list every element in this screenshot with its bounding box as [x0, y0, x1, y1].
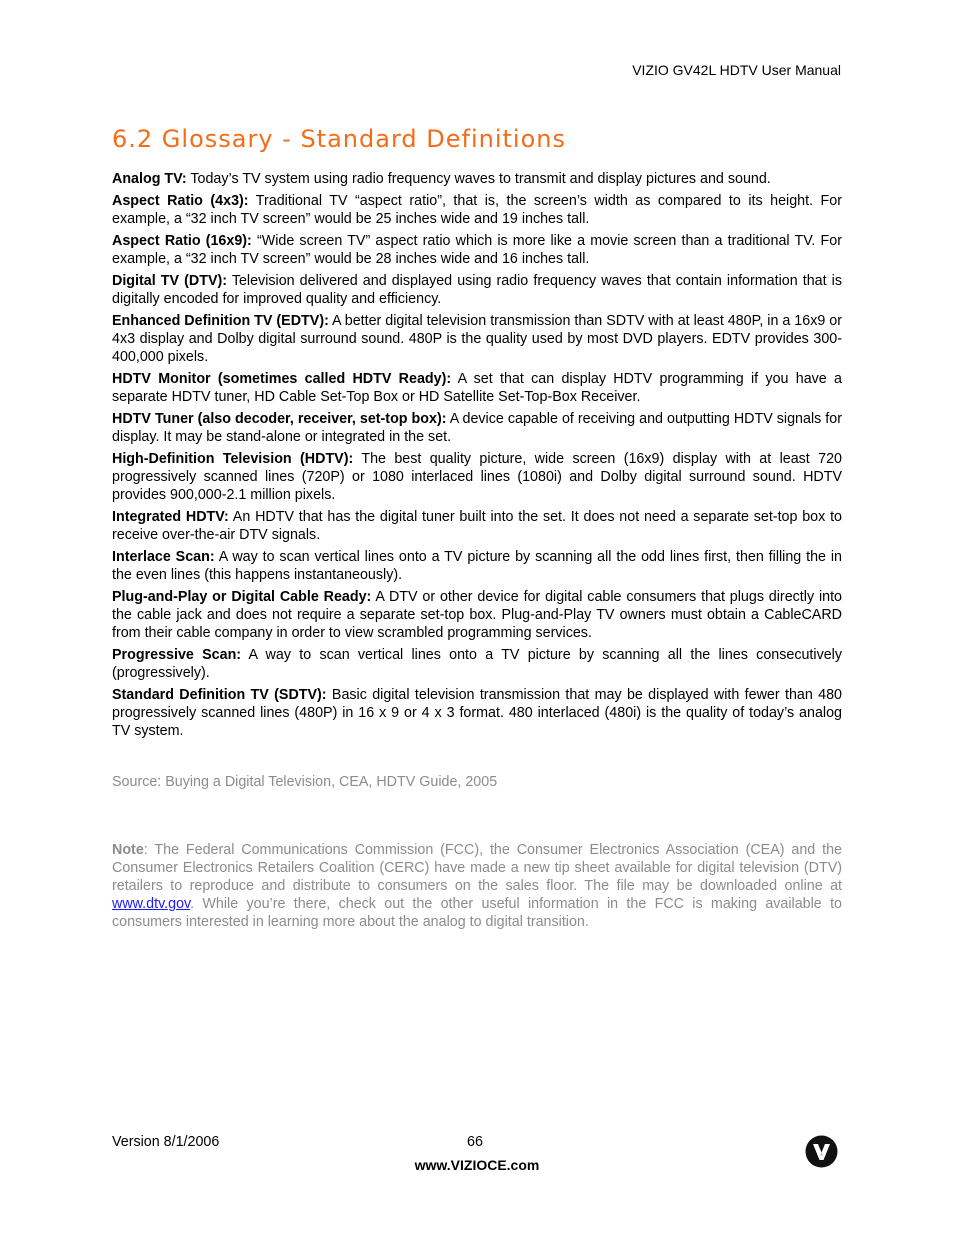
- glossary-definition: The best quality picture, wide screen (16x9) display with at least 720 progressively scanned lines (720P) or 1080 interlaced lines (1080i) and Dolby digital surround sound. HDTV provides 900,000-2.1 million pixels.: [112, 451, 842, 503]
- glossary-definition: Television delivered and displayed using radio frequency waves that contain information that is digitally encoded for improved quality and efficiency.: [112, 273, 842, 307]
- glossary-list: [112, 170, 842, 744]
- glossary-term: HDTV Monitor (sometimes called HDTV Ready):: [112, 371, 452, 387]
- glossary-entry: [112, 410, 842, 446]
- glossary-term: Integrated HDTV:: [112, 509, 229, 525]
- glossary-entry: [112, 272, 842, 308]
- glossary-definition: A set that can display HDTV programming if you have a separate HDTV tuner, HD Cable Set-Top Box or HD Satellite Set-Top-Box Receiver.: [112, 371, 842, 405]
- vizio-logo-icon: [805, 1135, 838, 1168]
- glossary-term: Analog TV:: [112, 171, 187, 187]
- glossary-entry: [112, 370, 842, 406]
- running-header: VIZIO GV42L HDTV User Manual: [632, 62, 841, 78]
- glossary-entry: [112, 450, 842, 504]
- glossary-definition: A better digital television transmission than SDTV with at least 480P, in a 16x9 or 4x3 display and Dolby digital surround sound. 480P is the quality used by most DVD players. EDTV provides 300-400,000 pixels.: [112, 313, 842, 365]
- glossary-term: High-Definition Television (HDTV):: [112, 451, 354, 467]
- glossary-definition: A DTV or other device for digital cable consumers that plugs directly into the cable jack and does not require a separate set-top box. Plug-and-Play TV owners must obtain a CableCARD from their cable company in order to view scrambled programming services.: [112, 589, 842, 641]
- glossary-definition: Traditional TV “aspect ratio”, that is, the screen’s width as compared to its height. For example, a “32 inch TV screen” would be 25 inches wide and 19 inches tall.: [112, 193, 842, 227]
- version-label: Version 8/1/2006: [112, 1134, 220, 1150]
- glossary-entry: [112, 232, 842, 268]
- glossary-term: Standard Definition TV (SDTV):: [112, 687, 327, 703]
- glossary-term: Aspect Ratio (4x3):: [112, 193, 249, 209]
- glossary-definition: “Wide screen TV” aspect ratio which is more like a movie screen than a traditional TV. For example, a “32 inch TV screen” would be 28 inches wide and 16 inches tall.: [112, 233, 842, 267]
- source-citation: Source: Buying a Digital Television, CEA, HDTV Guide, 2005: [112, 774, 498, 790]
- glossary-entry: [112, 588, 842, 642]
- note-paragraph: [112, 841, 842, 931]
- glossary-entry: [112, 170, 842, 188]
- glossary-definition: A way to scan vertical lines onto a TV picture by scanning all the odd lines first, then filling the in the even lines (this happens instantaneously).: [112, 549, 843, 583]
- website-url: www.VIZIOCE.com: [414, 1157, 540, 1173]
- glossary-definition: A device capable of receiving and outputting HDTV signals for display. It may be stand-alone or integrated in the set.: [112, 411, 842, 445]
- glossary-entry: [112, 548, 842, 584]
- glossary-definition: Today’s TV system using radio frequency waves to transmit and display pictures and sound.: [186, 171, 771, 187]
- note-label: Note: [112, 842, 144, 858]
- glossary-term: Interlace Scan:: [112, 549, 215, 565]
- glossary-term: HDTV Tuner (also decoder, receiver, set-top box):: [112, 411, 447, 427]
- glossary-definition: An HDTV that has the digital tuner built into the set. It does not need a separate set-top box to receive over-the-air DTV signals.: [112, 509, 842, 543]
- glossary-term: Aspect Ratio (16x9):: [112, 233, 252, 249]
- page-title: 6.2 Glossary - Standard Definitions: [112, 125, 566, 153]
- dtv-gov-link[interactable]: www.dtv.gov: [112, 896, 191, 912]
- note-text: . While you’re there, check out the other useful information in the FCC is making available to consumers interested in learning more about the analog to digital transition.: [112, 896, 842, 930]
- glossary-definition: A way to scan vertical lines onto a TV picture by scanning all the lines consecutively (progressively).: [112, 647, 842, 681]
- note-text: : The Federal Communications Commission (FCC), the Consumer Electronics Association (CEA) and the Consumer Electronics Retailers Coalition (CERC) have made a new tip sheet available for digital television (DTV) retailers to reproduce and distribute to consumers on the sales floor. The file may be downloaded online at: [112, 842, 842, 894]
- glossary-entry: [112, 192, 842, 228]
- glossary-entry: [112, 686, 842, 740]
- glossary-term: Digital TV (DTV):: [112, 273, 227, 289]
- logo-circle: [806, 1136, 838, 1168]
- glossary-entry: [112, 508, 842, 544]
- glossary-term: Progressive Scan:: [112, 647, 242, 663]
- glossary-term: Enhanced Definition TV (EDTV):: [112, 313, 329, 329]
- page-number: 66: [467, 1134, 483, 1150]
- glossary-entry: [112, 646, 842, 682]
- glossary-entry: [112, 312, 842, 366]
- glossary-definition: Basic digital television transmission that may be displayed with fewer than 480 progressively scanned lines (480P) in 16 x 9 or 4 x 3 format. 480 interlaced (480i) is the quality of today’s analog TV system.: [112, 687, 842, 739]
- glossary-term: Plug-and-Play or Digital Cable Ready:: [112, 589, 372, 605]
